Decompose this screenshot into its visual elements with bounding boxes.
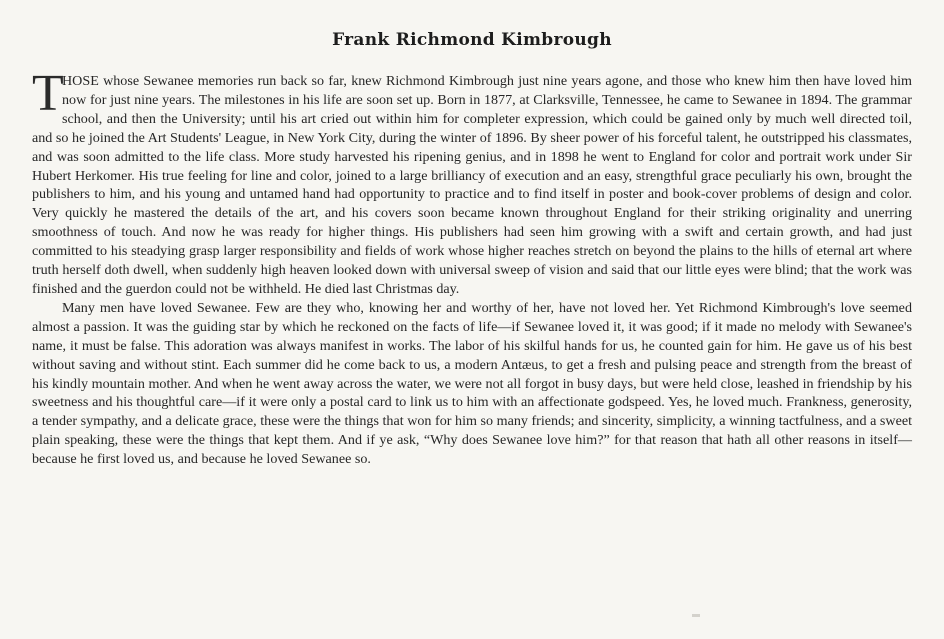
paragraph-2: Many men have loved Sewanee. Few are they who, knowing her and worthy of her, have not loved her. Yet Richmond Kimbrough's love seemed almost a passion. It was the guiding star by which he reckoned on the facts of life—if Sewanee loved it, it was good; if it made no melody with Sewanee's name, it must be false. This adoration was always manifest in works. The labor of his skilful hands for us, he counted gain for him. He gave us of his best without saving and without stint. Each summer did he come back to us, a modern Antæus, to get a fresh and pulsing peace and strength from the breast of his kindly mountain mother. And when he went away across the water, we were not all forgot in busy days, but were held close, leashed in friendship by his sweetness and his thoughtful care—if it were only a postal card to link us to him with an affectionate godspeed. Yes, he loved much. Frankness, generosity, a tender sympathy, and a delicate grace, these were the things that won for him so many friends; and sincerity, simplicity, a winning tactfulness, and a sweet plain speaking, these were the things that kept them. And if ye ask, “Why does Sewanee love him?” for that reason that hath all other reasons in itself—because he first loved us, and because he loved Sewanee so. xyxy=(32,299,912,468)
drop-cap: T xyxy=(32,65,64,122)
paragraph-1-text: HOSE whose Sewanee memories run back so far, knew Richmond Kimbrough just nine years agone, and those who knew him then have loved him now for just nine years. The milestones in his life are soon set up. Born in 1877, at Clarksville, Tennessee, he came to Sewanee in 1894. The grammar school, and then the University; until his art cried out within him for completer expression, which could be gained only by much well directed toil, and so he joined the Art Students' League, in New York City, during the winter of 1896. By sheer power of his forceful talent, he outstripped his classmates, and was soon admitted to the life class. More study harvested his ripening genius, and in 1898 he went to England for color and portrait work under Sir Hubert Herkomer. His true feeling for line and color, joined to a large brilliancy of execution and an easy, strengthful grace peculiarly his own, brought the publishers to him, and his young and untamed hand had opportunity to practice and to find itself in poster and book-cover problems of design and color. Very quickly he mastered the details of the art, and his covers soon became known throughout England for their striking originality and unerring smoothness of touch. And now he was ready for higher things. His publishers had seen him growing with a swift and certain growth, and had just committed to his steadying grasp larger responsibility and fields of work whose higher reaches stretch on beyond the plains to the hills of eternal art where truth herself doth dwell, when suddenly high heaven looked down with universal sweep of vision and said that our little eyes were blind; that the work was finished and the guerdon could not be withheld. He died last Christmas day. xyxy=(32,73,912,297)
drop-cap-container xyxy=(32,65,64,122)
article-title: Frank Richmond Kimbrough xyxy=(332,30,612,50)
scan-mark xyxy=(692,614,700,617)
article-body xyxy=(32,65,912,469)
paragraph-1 xyxy=(32,65,912,299)
